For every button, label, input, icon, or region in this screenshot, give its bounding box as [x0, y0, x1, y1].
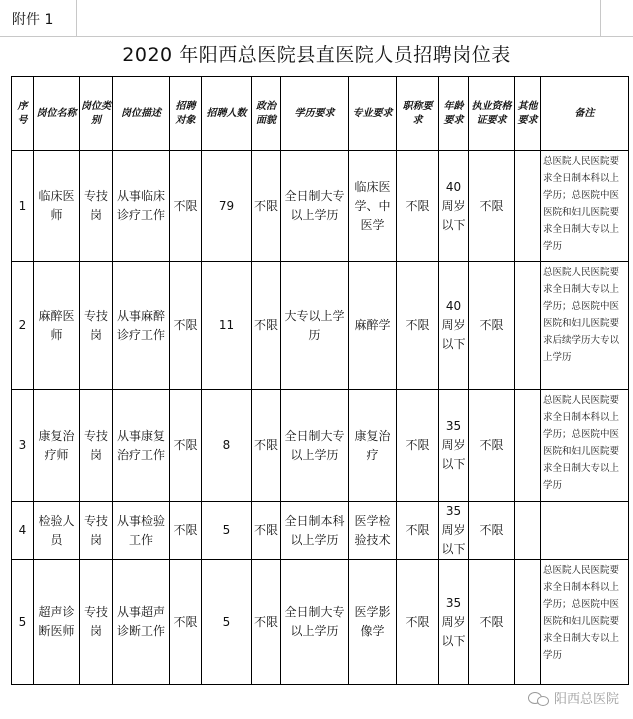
- cell-major: 医学检验技术: [349, 502, 397, 560]
- cell-political: 不限: [252, 390, 281, 502]
- document-title: 2020 年阳西总医院县直医院人员招聘岗位表: [122, 44, 511, 66]
- cell-other: [515, 502, 541, 560]
- cell-remark: 总医院人民医院要求全日制本科以上学历；总医院中医医院和妇儿医院要求全日制大专以上学历: [541, 151, 629, 262]
- cell-no: 5: [12, 560, 34, 685]
- cell-age: 35 周岁以下: [439, 502, 469, 560]
- cell-remark: 总医院人民医院要求全日制本科以上学历；总医院中医医院和妇儿医院要求全日制大专以上学历: [541, 560, 629, 685]
- attachment-label: 附件 1: [12, 12, 54, 28]
- cell-desc: 从事临床诊疗工作: [113, 151, 170, 262]
- table-row: [12, 502, 629, 560]
- cell-remark: [541, 502, 629, 560]
- cell-edu: 大专以上学历: [281, 262, 349, 390]
- header-cell: 备注: [541, 77, 629, 151]
- cell-political: 不限: [252, 262, 281, 390]
- cell-target: 不限: [170, 390, 202, 502]
- cell-name: 检验人员: [34, 502, 80, 560]
- cell-desc: 从事超声诊断工作: [113, 560, 170, 685]
- cell-cert: 不限: [469, 262, 515, 390]
- cell-cert: 不限: [469, 390, 515, 502]
- cell-count: 5: [202, 502, 252, 560]
- cell-desc: 从事康复治疗工作: [113, 390, 170, 502]
- cell-remark: 总医院人民医院要求全日制本科以上学历；总医院中医医院和妇儿医院要求全日制大专以上学历: [541, 390, 629, 502]
- cell-no: 3: [12, 390, 34, 502]
- cell-name: 康复治疗师: [34, 390, 80, 502]
- cell-age: 35 周岁以下: [439, 390, 469, 502]
- cell-title-req: 不限: [397, 151, 439, 262]
- cell-desc: 从事检验工作: [113, 502, 170, 560]
- cell-title-req: 不限: [397, 262, 439, 390]
- cell-no: 2: [12, 262, 34, 390]
- header-cell: 执业资格证要求: [469, 77, 515, 151]
- cell-title-req: 不限: [397, 502, 439, 560]
- cell-count: 5: [202, 560, 252, 685]
- cell-category: 专技岗: [80, 502, 113, 560]
- table-row: [12, 560, 629, 685]
- cell-category: 专技岗: [80, 262, 113, 390]
- cell-name: 临床医师: [34, 151, 80, 262]
- cell-name: 麻醉医师: [34, 262, 80, 390]
- cell-title-req: 不限: [397, 560, 439, 685]
- chat-bubble-icon: [528, 690, 550, 706]
- cell-major: 康复治疗: [349, 390, 397, 502]
- cell-count: 8: [202, 390, 252, 502]
- cell-count: 11: [202, 262, 252, 390]
- cell-name: 超声诊断医师: [34, 560, 80, 685]
- header-cell: 序号: [12, 77, 34, 151]
- cell-major: 医学影像学: [349, 560, 397, 685]
- cell-age: 40 周岁以下: [439, 151, 469, 262]
- cell-edu: 全日制大专以上学历: [281, 560, 349, 685]
- recruitment-table: [11, 76, 629, 685]
- cell-category: 专技岗: [80, 390, 113, 502]
- cell-political: 不限: [252, 502, 281, 560]
- cell-other: [515, 262, 541, 390]
- header-cell: 年龄要求: [439, 77, 469, 151]
- header-cell: 其他要求: [515, 77, 541, 151]
- cell-other: [515, 390, 541, 502]
- table-row: [12, 151, 629, 262]
- cell-count: 79: [202, 151, 252, 262]
- spreadsheet-top-band: [0, 0, 633, 37]
- watermark-text: 阳西总医院: [553, 692, 619, 707]
- header-row: [12, 77, 629, 151]
- cell-age: 40 周岁以下: [439, 262, 469, 390]
- header-cell: 招聘人数: [202, 77, 252, 151]
- cell-edu: 全日制大专以上学历: [281, 151, 349, 262]
- cell-other: [515, 151, 541, 262]
- header-cell: 政治面貌: [252, 77, 281, 151]
- cell-target: 不限: [170, 151, 202, 262]
- cell-other: [515, 560, 541, 685]
- header-cell: 岗位描述: [113, 77, 170, 151]
- cell-cert: 不限: [469, 151, 515, 262]
- cell-edu: 全日制本科以上学历: [281, 502, 349, 560]
- cell-remark: 总医院人民医院要求全日制大专以上学历；总医院中医医院和妇儿医院要求后续学历大专以上学历: [541, 262, 629, 390]
- cell-political: 不限: [252, 151, 281, 262]
- cell-cert: 不限: [469, 560, 515, 685]
- table-row: [12, 390, 629, 502]
- cell-category: 专技岗: [80, 151, 113, 262]
- header-cell: 岗位名称: [34, 77, 80, 151]
- cell-political: 不限: [252, 560, 281, 685]
- cell-cert: 不限: [469, 502, 515, 560]
- cell-target: 不限: [170, 502, 202, 560]
- header-cell: 学历要求: [281, 77, 349, 151]
- cell-major: 临床医学、中医学: [349, 151, 397, 262]
- cell-no: 4: [12, 502, 34, 560]
- cell-target: 不限: [170, 262, 202, 390]
- cell-target: 不限: [170, 560, 202, 685]
- cell-title-req: 不限: [397, 390, 439, 502]
- header-cell: 岗位类别: [80, 77, 113, 151]
- cell-age: 35 周岁以下: [439, 560, 469, 685]
- table-row: [12, 262, 629, 390]
- cell-desc: 从事麻醉诊疗工作: [113, 262, 170, 390]
- cell-category: 专技岗: [80, 560, 113, 685]
- watermark: [528, 688, 619, 707]
- header-cell: 职称要求: [397, 77, 439, 151]
- header-cell: 专业要求: [349, 77, 397, 151]
- cell-no: 1: [12, 151, 34, 262]
- cell-edu: 全日制大专以上学历: [281, 390, 349, 502]
- cell-major: 麻醉学: [349, 262, 397, 390]
- header-cell: 招聘对象: [170, 77, 202, 151]
